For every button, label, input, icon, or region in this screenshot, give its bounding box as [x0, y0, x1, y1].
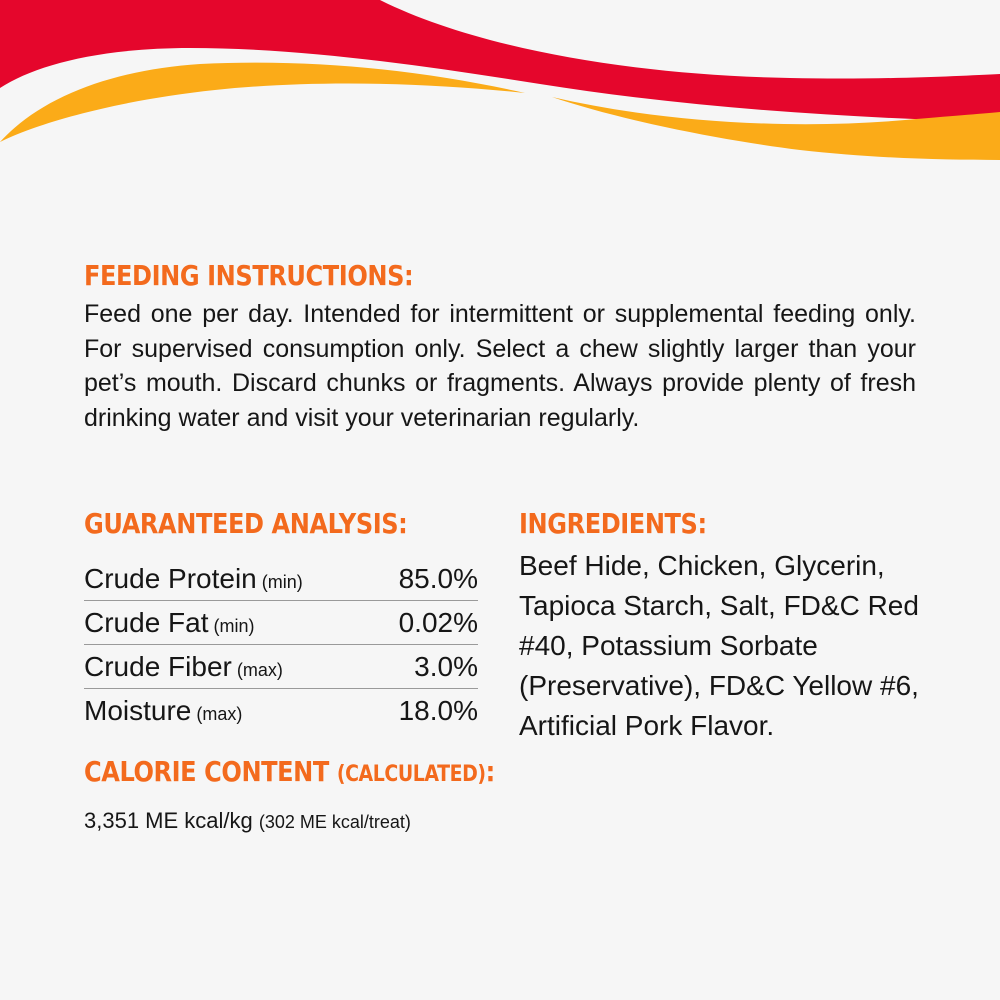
decorative-wave-banner	[0, 0, 1000, 200]
analysis-nutrient	[84, 601, 255, 648]
analysis-value: 3.0%	[414, 651, 478, 682]
analysis-nutrient	[84, 645, 283, 692]
calorie-heading-main: CALORIE CONTENT	[84, 755, 329, 788]
yellow-wave-left-shape	[0, 63, 525, 142]
analysis-nutrient-qualifier: (max)	[236, 660, 283, 680]
analysis-nutrient-qualifier: (max)	[196, 704, 243, 724]
analysis-value: 18.0%	[398, 695, 478, 726]
guaranteed-analysis-table	[84, 557, 478, 733]
red-wave-shape	[0, 0, 1000, 122]
calorie-content-text	[84, 807, 411, 836]
analysis-nutrient-name: Crude Protein	[84, 563, 257, 594]
feeding-instructions-heading: FEEDING INSTRUCTIONS:	[84, 259, 414, 292]
feeding-instructions-text: Feed one per day. Intended for intermittent or supplemental feeding only. For supervised consumption only. Select a chew slightly larger than your pet’s mouth. Discard chunks or fragments. Always provide plenty of fresh drinking water and visit your veterinarian regularly.	[84, 300, 916, 432]
calorie-heading-colon: :	[485, 755, 495, 788]
analysis-nutrient-name: Moisture	[84, 695, 192, 726]
analysis-row	[84, 689, 478, 733]
analysis-nutrient-name: Crude Fiber	[84, 651, 232, 682]
analysis-nutrient	[84, 689, 242, 736]
analysis-row	[84, 645, 478, 689]
analysis-nutrient	[84, 557, 303, 604]
calorie-value: 3,351 ME kcal/kg	[84, 808, 253, 833]
analysis-nutrient-qualifier: (min)	[213, 616, 255, 636]
calorie-heading-qualifier: (CALCULATED)	[336, 762, 486, 787]
analysis-row	[84, 557, 478, 601]
analysis-value: 85.0%	[398, 563, 478, 594]
analysis-nutrient-name: Crude Fat	[84, 607, 209, 638]
ingredients-heading: INGREDIENTS:	[519, 507, 707, 540]
analysis-row	[84, 601, 478, 645]
guaranteed-analysis-heading: GUARANTEED ANALYSIS:	[84, 507, 408, 540]
ingredients-list: Beef Hide, Chicken, Glycerin, Tapioca Starch, Salt, FD&C Red #40, Potassium Sorbate (Preservative), FD&C Yellow #6, Artificial Pork Flavor.	[519, 550, 919, 741]
analysis-nutrient-qualifier: (min)	[261, 572, 303, 592]
analysis-value: 0.02%	[398, 607, 478, 638]
calorie-content-heading	[84, 755, 495, 792]
calorie-per-treat: (302 ME kcal/treat)	[258, 812, 411, 832]
